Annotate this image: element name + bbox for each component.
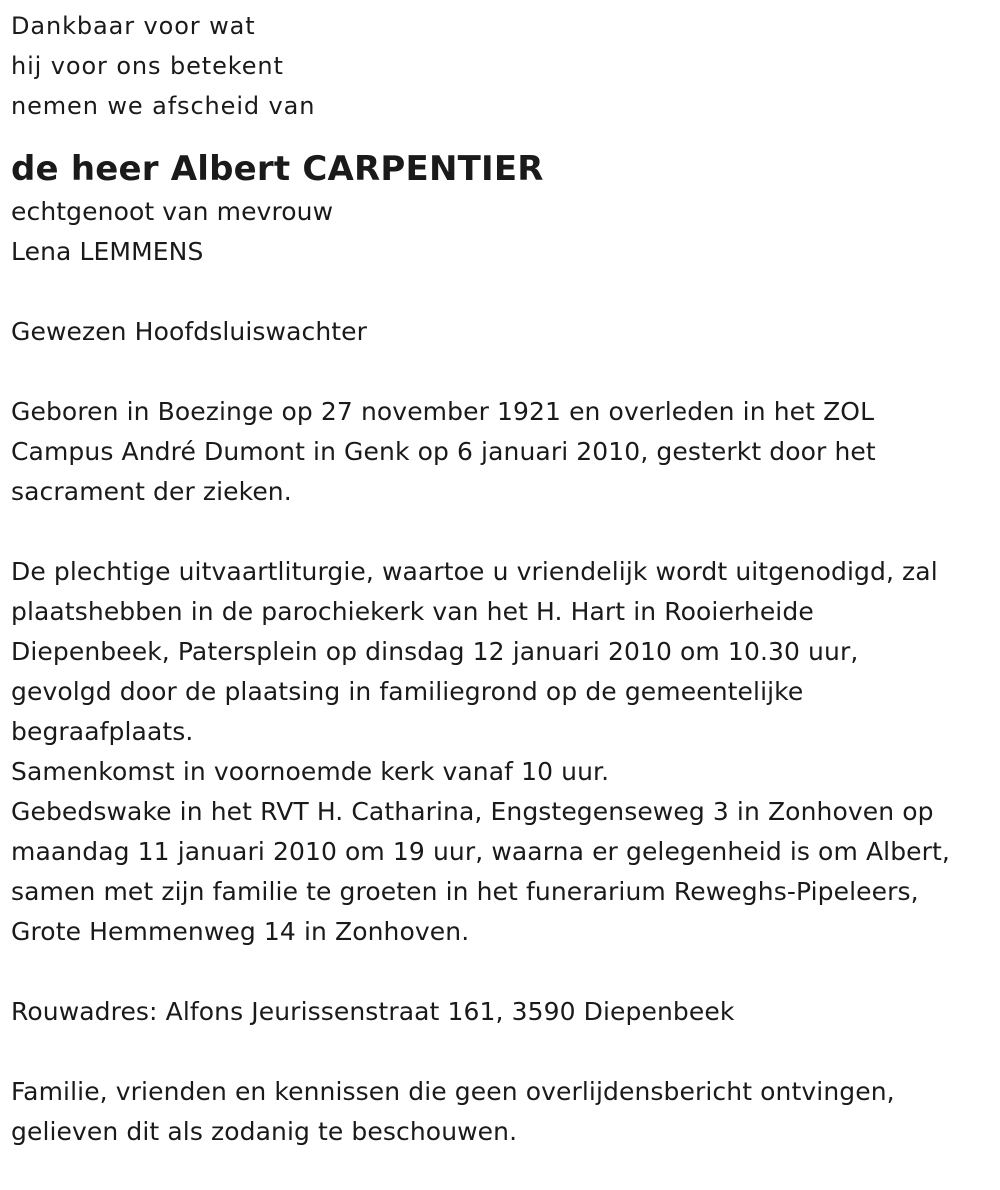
deceased-name: de heer Albert CARPENTIER (11, 149, 544, 189)
intro-line: Dankbaar voor wat (11, 12, 256, 40)
ceremony-line: samen met zijn familie te groeten in het funerarium Reweghs-Pipeleers, (11, 877, 919, 906)
birth-death-line: Geboren in Boezinge op 27 november 1921 en overleden in het ZOL (11, 397, 875, 426)
occupation: Gewezen Hoofdsluiswachter (11, 317, 368, 346)
intro-section (11, 6, 996, 126)
ceremony-line: Diepenbeek, Patersplein op dinsdag 12 januari 2010 om 10.30 uur, (11, 637, 859, 666)
birth-death-line: Campus André Dumont in Genk op 6 januari 2010, gesterkt door het (11, 437, 876, 466)
ceremony-line: plaatshebben in de parochiekerk van het H. Hart in Rooierheide (11, 597, 814, 626)
closing-section (11, 1072, 996, 1152)
closing-line: Familie, vrienden en kennissen die geen overlijdensbericht ontvingen, (11, 1077, 895, 1106)
spouse-section (11, 192, 996, 272)
spacer (11, 512, 996, 552)
spouse-line: echtgenoot van mevrouw (11, 197, 334, 226)
death-notice (11, 6, 996, 1152)
ceremony-line: Grote Hemmenweg 14 in Zonhoven. (11, 917, 470, 946)
birth-death-section (11, 392, 996, 512)
ceremony-line: De plechtige uitvaartliturgie, waartoe u vriendelijk wordt uitgenodigd, zal (11, 557, 938, 586)
intro-line: nemen we afscheid van (11, 92, 316, 120)
spacer (11, 1032, 996, 1072)
spouse-name: Lena LEMMENS (11, 237, 204, 266)
ceremony-line: begraafplaats. (11, 717, 194, 746)
spacer (11, 272, 996, 312)
ceremony-section (11, 552, 996, 952)
ceremony-line: Gebedswake in het RVT H. Catharina, Engstegenseweg 3 in Zonhoven op (11, 797, 934, 826)
birth-death-line: sacrament der zieken. (11, 477, 292, 506)
ceremony-line: Samenkomst in voornoemde kerk vanaf 10 uur. (11, 757, 610, 786)
closing-line: gelieven dit als zodanig te beschouwen. (11, 1117, 518, 1146)
intro-line: hij voor ons betekent (11, 52, 284, 80)
spacer (11, 952, 996, 992)
spacer (11, 352, 996, 392)
mourning-address: Rouwadres: Alfons Jeurissenstraat 161, 3590 Diepenbeek (11, 997, 735, 1026)
ceremony-line: gevolgd door de plaatsing in familiegrond op de gemeentelijke (11, 677, 804, 706)
ceremony-line: maandag 11 januari 2010 om 19 uur, waarna er gelegenheid is om Albert, (11, 837, 950, 866)
